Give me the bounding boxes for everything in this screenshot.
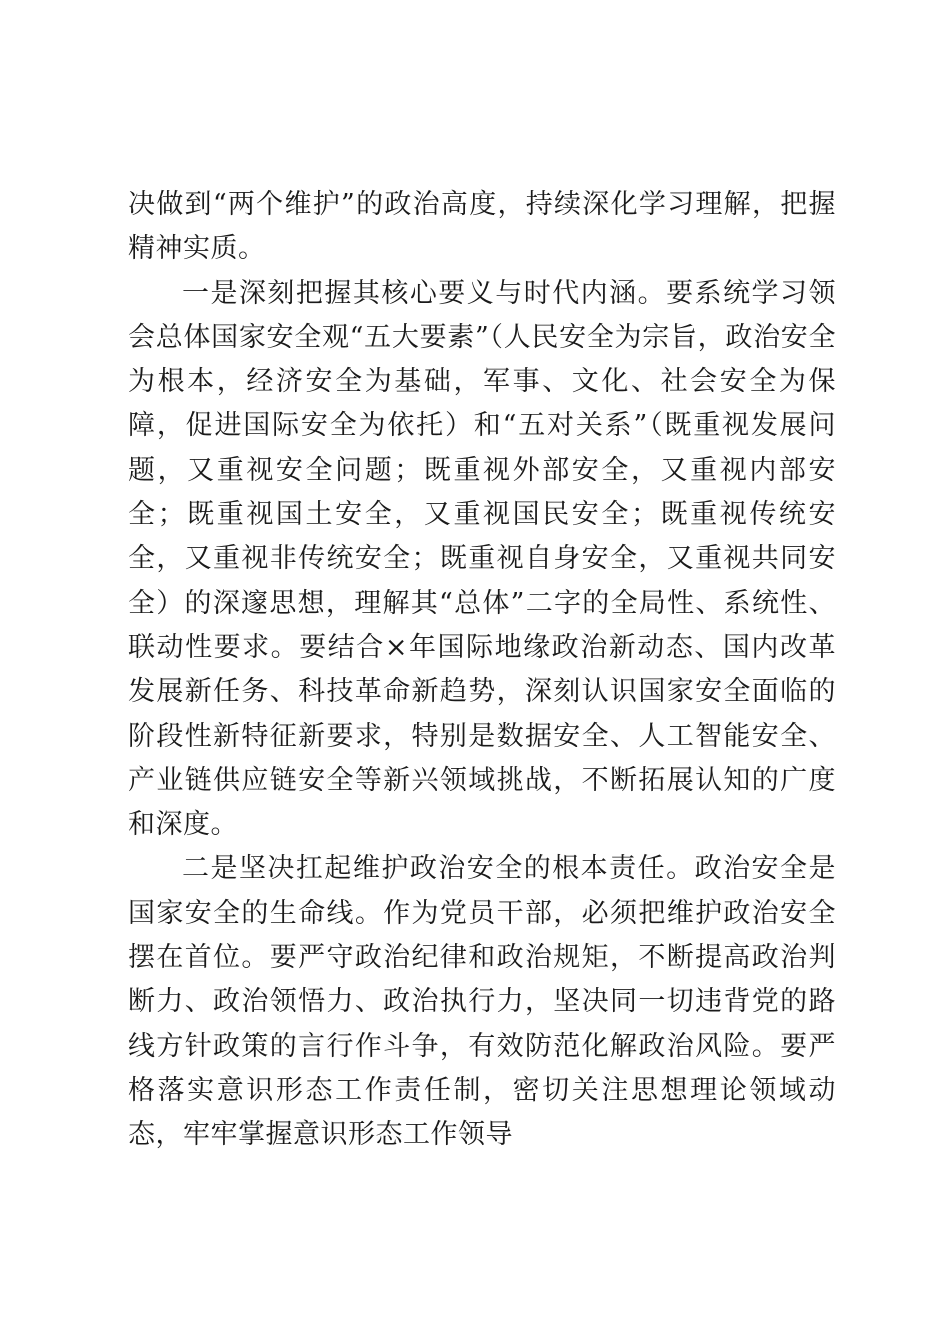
paragraph-continuation: 决做到“两个维护”的政治高度，持续深化学习理解，把握精神实质。 [128, 189, 836, 265]
document-body [128, 183, 836, 1158]
paragraph-two: 二是坚决扛起维护政治安全的根本责任。政治安全是国家安全的生命线。作为党员干部，必须把维护政治安全摆在首位。要严守政治纪律和政治规矩，不断提高政治判断力、政治领悟力、政治执行力，坚决同一切违背党的路线方针政策的言行作斗争，有效防范化解政治风险。要严格落实意识形态工作责任制，密切关注思想理论领域动态，牢牢掌握意识形态工作领导 [128, 853, 836, 1151]
paragraph-one: 一是深刻把握其核心要义与时代内涵。要系统学习领会总体国家安全观“五大要素”（人民安全为宗旨，政治安全为根本，经济安全为基础，军事、文化、社会安全为保障，促进国际安全为依托）和“五对关系”（既重视发展问题，又重视安全问题；既重视外部安全，又重视内部安全；既重视国土安全，又重视国民安全；既重视传统安全，又重视非传统安全；既重视自身安全，又重视共同安全）的深邃思想，理解其“总体”二字的全局性、系统性、联动性要求。要结合×年国际地缘政治新动态、国内改革发展新任务、科技革命新趋势，深刻认识国家安全面临的阶段性新特征新要求，特别是数据安全、人工智能安全、产业链供应链安全等新兴领域挑战，不断拓展认知的广度和深度。 [128, 277, 836, 841]
